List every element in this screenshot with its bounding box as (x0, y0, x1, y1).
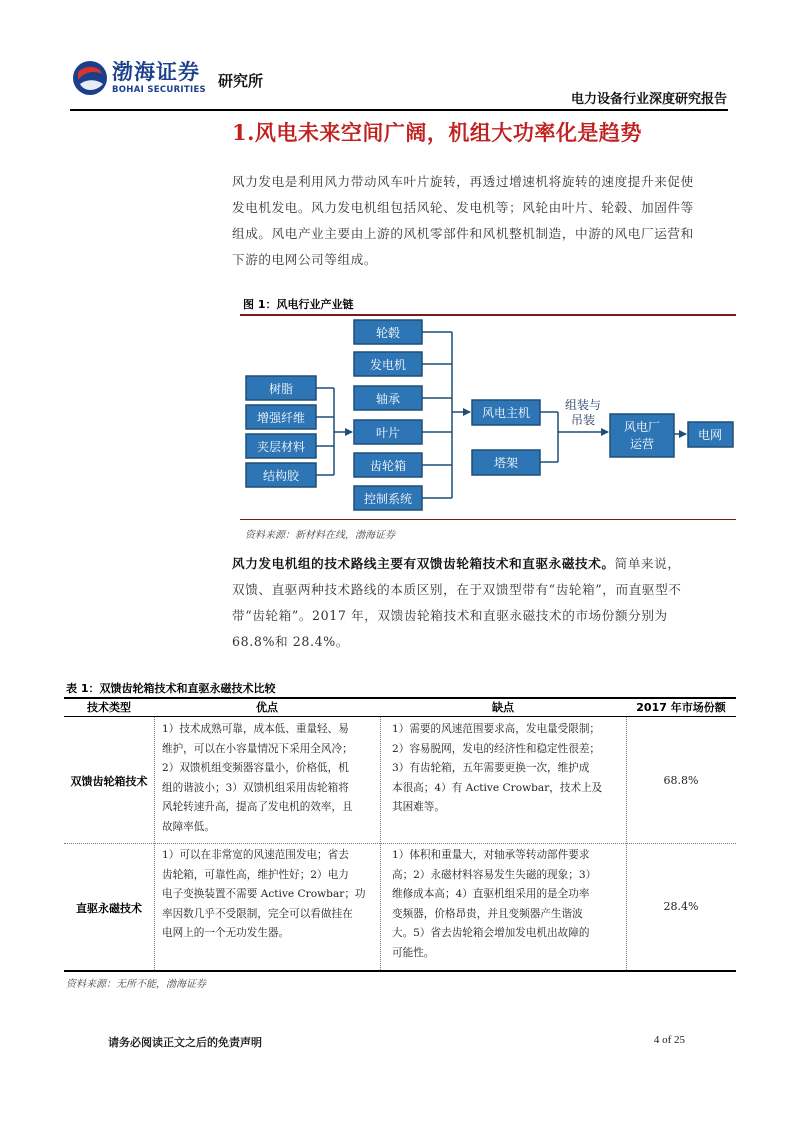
material-label: 结构胶 (262, 469, 300, 483)
page-number: 4 of 25 (653, 1034, 685, 1046)
table-cell-pros (162, 720, 353, 838)
material-label: 树脂 (268, 382, 294, 396)
cell-line: 1）技术成熟可靠，成本低、重量轻、易 (162, 723, 349, 735)
component-label: 发电机 (369, 358, 407, 372)
table-header-share: 2017 年市场份额 (636, 701, 726, 714)
cell-line: 变频器，价格昂贵，并且变频器产生谐波 (392, 907, 583, 920)
cell-line: 率因数几乎不受限制，完全可以看做挂在 (162, 907, 353, 920)
bold-lead: 风力发电机组的技术路线主要有双馈齿轮箱技术和直驱永磁技术。 (232, 556, 615, 571)
assembly-label: 吊装 (570, 413, 596, 427)
logo-mark-icon (72, 58, 108, 98)
component-label: 叶片 (375, 426, 401, 440)
assembly-label: 组装与 (564, 398, 602, 412)
component-label: 控制系统 (363, 492, 413, 506)
table-cell-pros (162, 846, 366, 944)
intro-paragraph (232, 169, 722, 273)
industry-chain-diagram (240, 316, 736, 519)
para-line-rest: 简单来说， (614, 556, 681, 571)
table-header-pros: 优点 (256, 701, 278, 714)
cell-line: 维修成本高；4）直驱机组采用的是全功率 (392, 888, 590, 901)
tech-route-paragraph (232, 551, 724, 655)
material-boxes (246, 376, 316, 487)
cell-line: 可能性。 (392, 946, 435, 959)
operator-label: 运营 (629, 437, 655, 451)
para-line: 带“齿轮箱”。2017 年，双馈齿轮箱技术和直驱永磁技术的市场份额分别为 (232, 608, 668, 623)
intro-line: 风力发电是利用风力带动风车叶片旋转，再透过增速机将旋转的速度提升来促使 (232, 174, 694, 189)
table-cell-share: 28.4% (663, 900, 699, 913)
logo-english-name: BOHAI SECURITIES (112, 85, 206, 95)
cell-line: 其困难等。 (392, 801, 445, 814)
table-cell-share: 68.8% (663, 774, 699, 787)
cell-line: 1）需要的风速范围要求高，发电量受限制； (392, 723, 601, 735)
report-type: 电力设备行业深度研究报告 (570, 92, 727, 107)
company-logo (72, 54, 292, 104)
component-boxes (354, 320, 422, 510)
main-unit-label: 风电主机 (481, 406, 531, 420)
component-label: 轴承 (375, 392, 401, 406)
para-line: 双馈、直驱两种技术路线的本质区别，在于双馈型带有“齿轮箱”，而直驱型不 (232, 582, 682, 597)
header-divider (70, 109, 728, 111)
cell-line: 维护，可以在小容量情况下采用全风冷； (162, 742, 353, 755)
material-label: 增强纤维 (256, 411, 306, 425)
component-connectors (422, 332, 470, 498)
cell-line: 组的谐波小；3）双馈机组采用齿轮箱将 (162, 781, 349, 794)
component-label: 轮毂 (375, 326, 401, 340)
operator-label: 风电厂 (623, 420, 661, 434)
material-label: 夹层材料 (256, 440, 306, 454)
grid-label: 电网 (697, 428, 723, 442)
cell-line: 大。5）省去齿轮箱会增加发电机出故障的 (392, 927, 590, 940)
para-line (232, 551, 724, 577)
table-header-cons: 缺点 (492, 701, 514, 714)
para-line: 68.8%和 28.4%。 (232, 634, 350, 649)
cell-line: 齿轮箱，可靠性高，维护性好；2）电力 (162, 868, 349, 881)
intro-line: 发电机发电。风力发电机组包括风轮、发电机等；风轮由叶片、轮毂、加固件等 (232, 200, 694, 215)
section-title: 1.风电未来空间广阔，机组大功率化是趋势 (232, 120, 642, 145)
table-row-divider (64, 843, 736, 844)
table-cell-cons (392, 720, 602, 818)
figure-caption: 图 1：风电行业产业链 (243, 298, 354, 311)
cell-line: 1）体积和重量大，对轴承等转动部件要求 (392, 849, 590, 861)
cell-line: 电网上的一个无功发生器。 (162, 927, 290, 940)
intro-line: 下游的电网公司等组成。 (232, 252, 378, 267)
material-connectors (316, 388, 352, 475)
table-caption: 表 1：双馈齿轮箱技术和直驱永磁技术比较 (66, 682, 276, 695)
cell-line: 电子变换装置不需要 Active Crowbar；功 (162, 888, 366, 901)
figure-source: 资料来源：新材料在线，渤海证券 (245, 530, 395, 541)
table-source: 资料来源：无所不能，渤海证券 (66, 979, 206, 990)
institute-name: 研究所 (218, 72, 264, 90)
intro-line: 组成。风电产业主要由上游的风机零部件和风机整机制造，中游的风电厂运营和 (232, 226, 694, 241)
cell-line: 2）双馈机组变频器容量小，价格低，机 (162, 762, 349, 775)
cell-line: 3）有齿轮箱，五年需要更换一次，维护成 (392, 762, 590, 775)
logo-chinese-name: 渤海证券 (112, 59, 200, 84)
table-header-type: 技术类型 (87, 701, 131, 714)
table-header-rule (64, 716, 736, 717)
cell-line: 1）可以在非常宽的风速范围发电；省去 (162, 849, 349, 861)
table-cell-type: 双馈齿轮箱技术 (70, 775, 148, 788)
cell-line: 故障率低。 (162, 820, 215, 833)
table-bottom-rule (64, 970, 736, 972)
figure-bottom-rule (240, 519, 736, 520)
cell-line: 风轮转速升高，提高了发电机的效率，且 (162, 801, 353, 814)
footer-disclaimer[interactable]: 请务必阅读正文之后的免责声明 (108, 1036, 262, 1049)
cell-line: 高；2）永磁材料容易发生失磁的现象；3） (392, 868, 597, 881)
table-cell-type: 直驱永磁技术 (76, 902, 142, 915)
tower-label: 塔架 (493, 456, 519, 470)
cell-line: 本很高；4）有 Active Crowbar，技术上及 (392, 781, 603, 794)
table-cell-cons (392, 846, 596, 964)
component-label: 齿轮箱 (369, 459, 407, 473)
cell-line: 2）容易脱网，发电的经济性和稳定性很差； (392, 742, 601, 755)
